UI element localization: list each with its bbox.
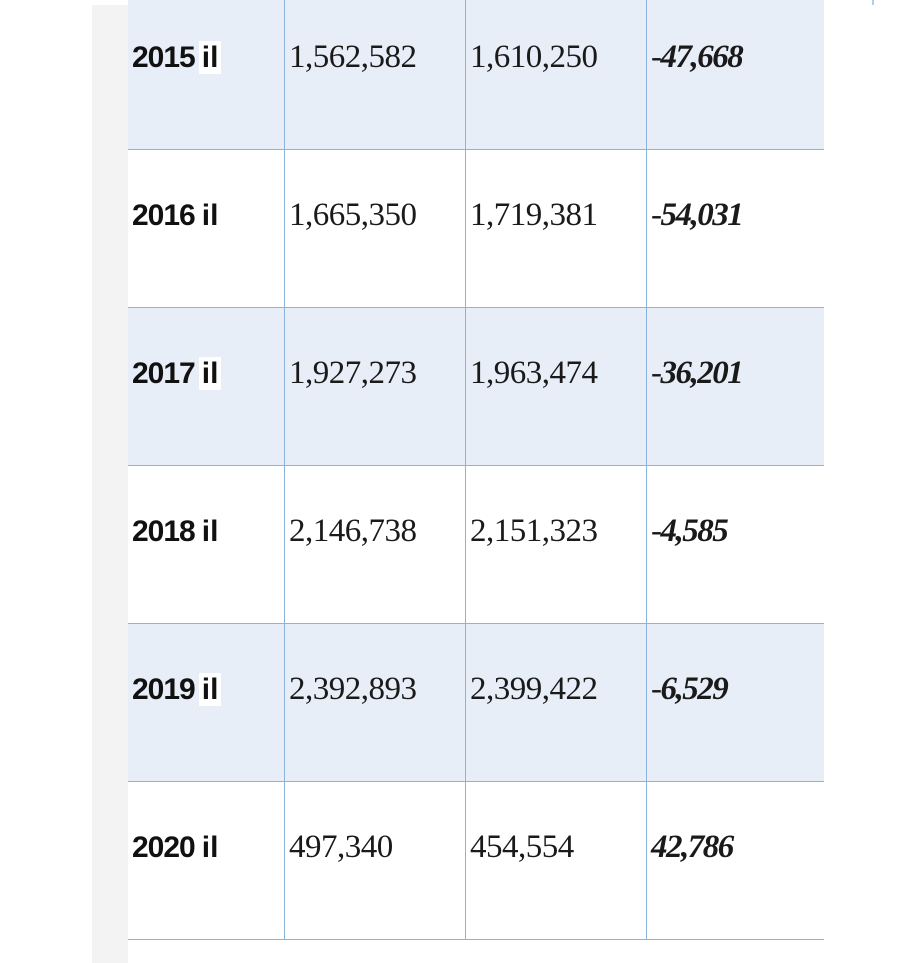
year-suffix: il [199,515,222,548]
value-cell-2 [466,782,647,940]
table-row [128,0,824,150]
difference-sign: - [651,355,661,391]
year-suffix: il [199,357,222,390]
year-label: 2019 [132,673,195,706]
value-cell-2 [466,308,647,466]
value-1: 1,927,273 [289,355,417,391]
difference-cell [647,150,825,308]
value-2: 2,399,422 [470,671,598,707]
value-1: 1,562,582 [289,39,417,75]
difference-value: 54,031 [660,197,743,233]
difference-sign: - [651,197,661,233]
difference-value: 47,668 [660,39,743,75]
year-suffix: il [199,673,222,706]
value-1: 2,392,893 [289,671,417,707]
difference-value: 4,585 [660,513,728,549]
value-cell-1 [285,624,466,782]
value-cell-2 [466,0,647,150]
value-1: 1,665,350 [289,197,417,233]
value-cell-1 [285,150,466,308]
year-label: 2017 [132,357,195,390]
value-cell-1 [285,0,466,150]
difference-cell [647,308,825,466]
year-label: 2016 [132,199,195,232]
value-2: 1,610,250 [470,39,598,75]
page-gutter [92,0,128,963]
value-2: 1,719,381 [470,197,598,233]
difference-sign: - [651,39,661,75]
year-label: 2020 [132,831,195,864]
difference-sign: - [651,671,661,707]
difference-cell [647,466,825,624]
year-suffix: il [199,199,222,232]
year-cell [128,308,285,466]
value-2: 454,554 [470,829,574,865]
year-suffix: il [199,831,222,864]
value-cell-1 [285,308,466,466]
value-2: 2,151,323 [470,513,598,549]
year-suffix: il [199,41,222,74]
difference-value: 42,786 [651,829,733,865]
value-cell-2 [466,150,647,308]
value-cell-2 [466,466,647,624]
table-row [128,308,824,466]
difference-sign: - [651,513,661,549]
balance-table [128,0,824,940]
difference-value: 36,201 [660,355,743,391]
year-label: 2018 [132,515,195,548]
value-1: 2,146,738 [289,513,417,549]
year-label: 2015 [132,41,195,74]
value-2: 1,963,474 [470,355,598,391]
value-cell-1 [285,466,466,624]
difference-cell [647,0,825,150]
year-cell [128,466,285,624]
year-cell [128,150,285,308]
difference-cell [647,624,825,782]
value-cell-1 [285,782,466,940]
difference-cell [647,782,825,940]
year-cell [128,0,285,150]
table-row [128,624,824,782]
value-1: 497,340 [289,829,393,865]
value-cell-2 [466,624,647,782]
table-row [128,782,824,940]
difference-value: 6,529 [660,671,728,707]
column-tick [872,0,874,5]
year-cell [128,782,285,940]
table-row [128,150,824,308]
table-row [128,466,824,624]
year-cell [128,624,285,782]
